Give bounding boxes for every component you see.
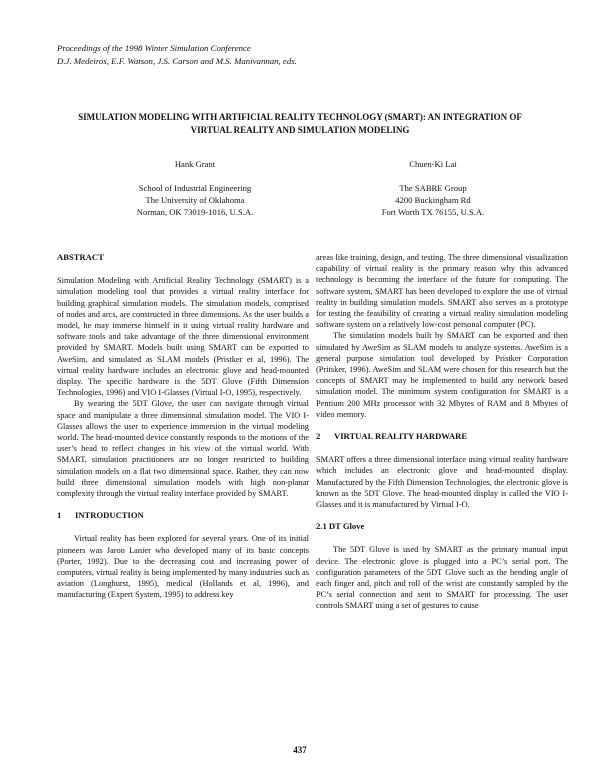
- section-title: INTRODUCTION: [75, 510, 144, 521]
- author-name: Chuen-Ki Lai: [409, 159, 457, 169]
- proceedings-title: Proceedings of the 1998 Winter Simulation Conference: [57, 43, 251, 53]
- section-number: 2: [316, 431, 321, 442]
- abstract-paragraph: By wearing the 5DT Glove, the user can navigate through virtual space and manipulate a three dimensional simulation model. The VIO I-Glasses allows the user to experience immersion in the virtual modeling world. The head-mounted device constantly responds to the motions of the user’s head to reflect changes in his view of the virtual world. With SMART, simulation practitioners are no longer restricted to building simulation models on a flat two dimensional space. Rather, they can now build three dimensional simulation models with high non-planar complexity through the virtual reality interface provided by SMART.: [57, 399, 309, 499]
- intro-paragraph: Virtual reality has been explored for several years. One of its initial pioneers was Jaron Lanier who developed many of its basic concepts (Porter, 1992). Due to the decreasing cost and increasing power of computers, virtual reality is being implemented by many industries such as aviation (Longhurst, 1995), medical (Hollands et al, 1996), and manufacturing (Expert System, 1995) to address key: [57, 534, 309, 600]
- author-affiliation: Fort Worth TX 76155, U.S.A.: [381, 207, 485, 217]
- right-column: [316, 252, 568, 612]
- author-affiliation: Norman, OK 73019-1016, U.S.A.: [136, 207, 254, 217]
- author-affiliation: 4200 Buckingham Rd: [395, 195, 471, 205]
- author-affiliation: The University of Oklahoma: [145, 195, 245, 205]
- title-line-1: SIMULATION MODELING WITH ARTIFICIAL REALITY TECHNOLOGY (SMART): AN INTEGRATION OF: [78, 112, 522, 122]
- title-line-2: VIRTUAL REALITY AND SIMULATION MODELING: [190, 124, 410, 135]
- subsection-heading-dt-glove: 2.1 DT Glove: [316, 521, 365, 532]
- author-affiliation: The SABRE Group: [399, 183, 467, 193]
- section-heading-vr-hardware: [316, 431, 568, 442]
- section-number: 1: [57, 510, 62, 521]
- proceedings-header: [57, 42, 297, 68]
- paper-title: [40, 111, 560, 136]
- subsection-paragraph: The 5DT Glove is used by SMART as the primary manual input device. The electronic glove is plugged into a PC’s serial port. The configuration parameters of the 5DT Glove such as the bending angle of each finger and, pitch and roll of the wrist are constantly sampled by the PC’s serial connection and sent to SMART for processing. The user controls SMART using a set of gestures to cause: [316, 545, 568, 611]
- proceedings-editors: D.J. Medeiros, E.F. Watson, J.S. Carson and M.S. Manivannan, eds.: [57, 56, 297, 66]
- author-name: Hank Grant: [174, 159, 216, 169]
- author-2: [323, 158, 543, 218]
- section-heading-introduction: [57, 510, 309, 521]
- abstract-heading: ABSTRACT: [57, 252, 104, 262]
- section-title: VIRTUAL REALITY HARDWARE: [334, 431, 468, 442]
- page-number: 437: [293, 745, 307, 755]
- author-affiliation: School of Industrial Engineering: [138, 183, 252, 193]
- abstract-paragraph: Simulation Modeling with Artificial Reality Technology (SMART) is a simulation modeling tool that provides a virtual reality interface for building graphical simulation models. The simulation models, comprised of nodes and arcs, are constructed in three dimensions. As the user builds a model, he may immerse himself in it using virtual reality hardware and software tools and take advantage of the three dimensional environment provided by SMART. Models built using SMART can be exported to AweSim, and simulated as SLAM models (Pristker et al, 1996). The virtual reality hardware includes an electronic glove and head-mounted display. The specific hardware is the 5DT Glove (Fifth Dimension Technologies, 1996) and VIO I-Glasses (Virtual I-O, 1995), respectively.: [57, 276, 309, 398]
- intro-paragraph: The simulation models built by SMART can be exported and then simulated by AweSim as SLAM models to analyze systems. AweSim is a general purpose simulation tool developed by Pristker Corporation (Pritsker, 1996). AweSim and SLAM were chosen for this research but the concepts of SMART may be implemented to build any network based simulation model. The minimum system configuration for SMART is a Pentium 200 MHz processor with 32 Mbytes of RAM and 8 Mbytes of video memory.: [316, 331, 568, 419]
- section-paragraph: SMART offers a three dimensional interface using virtual reality hardware which includes an electronic glove and head-mounted display. Manufactured by the Fifth Dimension Technologies, the electronic glove is known as the 5DT Glove. The head-mounted display is called the VIO I-Glasses and it is manufactured by Virtual I-O.: [316, 455, 568, 510]
- intro-paragraph-continued: areas like training, design, and testing. The three dimensional visualization capability of virtual reality is the primary reason why this advanced technology is becoming the interface of the future for computing. The software system, SMART has been developed to explore the use of virtual reality in building simulation models. SMART also serves as a prototype for testing the feasibility of creating a virtual reality simulation modeling software system on a relatively low-cost personal computer (PC).: [316, 253, 568, 330]
- author-1: [85, 158, 305, 218]
- left-column: [57, 252, 309, 601]
